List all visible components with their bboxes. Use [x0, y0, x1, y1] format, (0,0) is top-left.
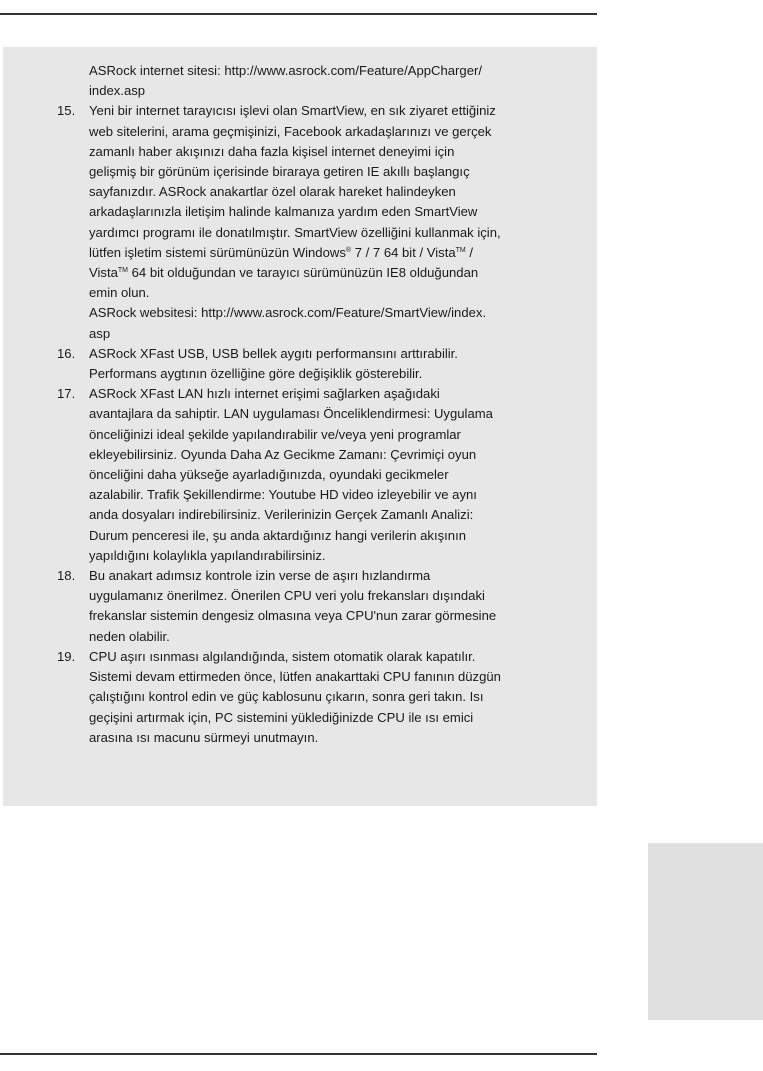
list-item-17: [53, 384, 563, 566]
text-line: ASRock websitesi: http://www.asrock.com/Feature/SmartView/index.: [89, 305, 487, 321]
text-line: [89, 263, 563, 283]
text-line: Performans aygtının özelliğine göre değişiklik gösterebilir.: [89, 366, 423, 382]
item-number: 15.: [57, 103, 76, 119]
text-line: neden olabilir.: [89, 628, 170, 644]
text-line: [89, 243, 563, 263]
text-line: frekanslar sistemin dengesiz olmasına veya CPU'nun zarar görmesine: [89, 608, 497, 624]
text-line: azalabilir. Trafik Şekillendirme: Youtube HD video izleyebilir ve aynı: [89, 487, 477, 503]
text-line: ekleyebilirsiniz. Oyunda Daha Az Gecikme Zamanı: Çevrimiçi oyun: [89, 446, 477, 462]
text-line: arkadaşlarınızla iletişim halinde kalmanıza yardım eden SmartView: [89, 204, 478, 220]
registered-mark: ®: [345, 246, 352, 254]
text-line: asp: [89, 325, 111, 341]
list-item-15: [53, 101, 563, 343]
item-number: 16.: [57, 345, 76, 361]
text-line: yardımcı programı ile donatılmıştır. SmartView özelliğini kullanmak için,: [89, 224, 501, 240]
list-item-19: [53, 647, 563, 748]
text-line: anda dosyaları indirebilirsiniz. Verilerinizin Gerçek Zamanlı Analizi:: [89, 507, 474, 523]
text-line: yapıldığını kolaylıkla yapılandırabilirsiniz.: [89, 547, 326, 563]
top-rule: [0, 13, 597, 15]
text-line: ASRock XFast USB, USB bellek aygıtı performansını arttırabilir.: [89, 345, 458, 361]
text-line: emin olun.: [89, 285, 150, 301]
bottom-rule: [0, 1053, 597, 1055]
text-fragment: 64 bit olduğundan ve tarayıcı sürümünüzün IE8 olduğundan: [127, 265, 479, 281]
item-number: 19.: [57, 648, 76, 664]
text-line: uygulamanız önerilmez. Önerilen CPU veri yolu frekansları dışındaki: [89, 588, 485, 604]
list-item-18: [53, 566, 563, 647]
trademark-mark: TM: [117, 267, 128, 275]
text-line: index.asp: [89, 83, 146, 99]
text-line: Yeni bir internet tarayıcısı işlevi olan SmartView, en sık ziyaret ettiğiniz: [89, 103, 496, 119]
text-line: web sitelerini, arama geçmişinizi, Facebook arkadaşlarınızı ve gerçek: [89, 123, 492, 139]
text-line: geçişini artırmak için, PC sistemini yüklediğinizde CPU ile ısı emici: [89, 709, 474, 725]
text-line: Sistemi devam ettirmeden önce, lütfen anakarttaki CPU fanının düzgün: [89, 669, 501, 685]
text-line: avantajlara da sahiptir. LAN uygulaması Önceliklendirmesi: Uygulama: [89, 406, 493, 422]
side-tab-marker: [648, 843, 763, 1020]
text-fragment: Vista: [89, 265, 118, 281]
text-line: önceliğinizi ideal şekilde yapılandırabilir ve/veya yeni programlar: [89, 426, 461, 442]
text-line: Bu anakart adımsız kontrole izin verse de aşırı hızlandırma: [89, 568, 431, 584]
notes-list: [53, 61, 563, 748]
text-fragment: 7 / 7 64 bit / Vista: [351, 244, 456, 260]
item-number: 18.: [57, 568, 76, 584]
text-line: arasına ısı macunu sürmeyi unutmayın.: [89, 729, 319, 745]
text-line: ASRock XFast LAN hızlı internet erişimi sağlarken aşağıdaki: [89, 386, 440, 402]
text-line: CPU aşırı ısınması algılandığında, sistem otomatik olarak kapatılır.: [89, 648, 476, 664]
text-fragment: /: [465, 244, 474, 260]
continuation-block: [53, 61, 563, 101]
text-line: ASRock internet sitesi: http://www.asrock.com/Feature/AppCharger/: [89, 63, 482, 78]
text-line: önceliğini daha yükseğe ayarladığınızda, oyundaki gecikmeler: [89, 467, 449, 483]
text-line: Durum penceresi ile, şu anda aktardığınız hangi verilerin akışının: [89, 527, 467, 543]
trademark-mark: TM: [455, 246, 466, 254]
list-item-16: [53, 344, 563, 384]
text-line: gelişmiş bir görünüm içerisinde biraraya getiren IE akıllı başlangıç: [89, 164, 470, 180]
text-line: çalıştığını kontrol edin ve güç kablosunu çıkarın, sonra geri takın. Isı: [89, 689, 484, 705]
text-fragment: lütfen işletim sistemi sürümünüzün Windows: [89, 244, 346, 260]
text-line: sayfanızdır. ASRock anakartlar özel olarak hareket halindeyken: [89, 184, 456, 200]
text-line: zamanlı haber akışınızı daha fazla kişisel internet deneyimi için: [89, 143, 455, 159]
item-number: 17.: [57, 386, 76, 402]
